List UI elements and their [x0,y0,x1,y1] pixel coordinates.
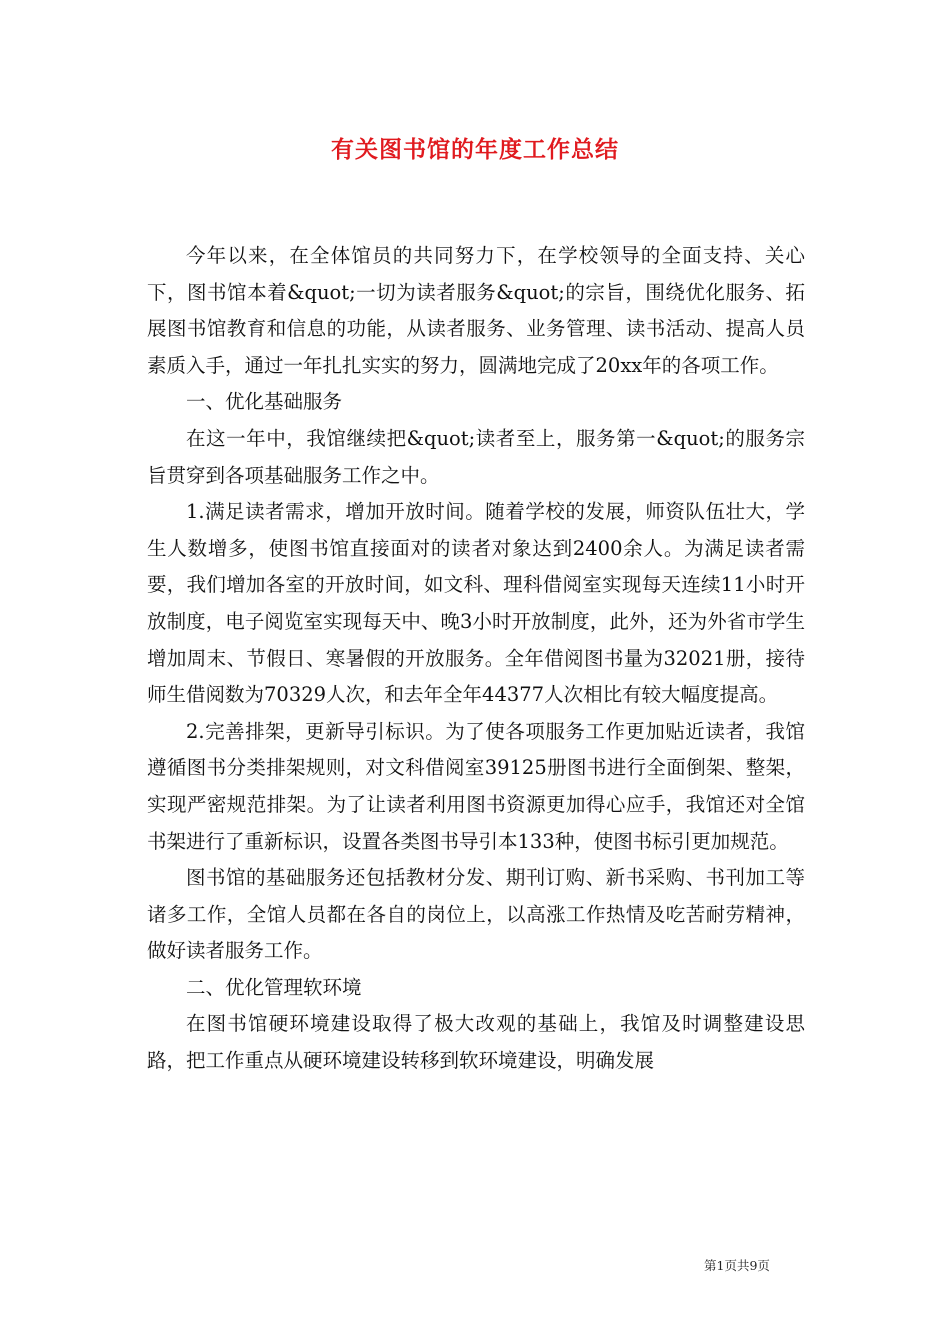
section-heading-1: 一、优化基础服务 [186,390,343,414]
paragraph-section-1-intro: 在这一年中，我馆继续把&quot;读者至上，服务第一&quot;的服务宗旨贯穿到各项基础服务工作之中。 [147,426,805,487]
paragraph-item-2: 2.完善排架，更新导引标识。为了使各项服务工作更加贴近读者，我馆遵循图书分类排架规则，对文科借阅室39125册图书进行全面倒架、整架，实现严密规范排架。为了让读者利用图书资源更加得心应手，我馆还对全馆书架进行了重新标识，设置各类图书导引本133种，使图书标引更加规范。 [147,719,805,853]
paragraph-basic-services: 图书馆的基础服务还包括教材分发、期刊订购、新书采购、书刊加工等诸多工作，全馆人员都在各自的岗位上，以高涨工作热情及吃苦耐劳精神，做好读者服务工作。 [147,866,805,963]
paragraph-intro: 今年以来，在全体馆员的共同努力下，在学校领导的全面支持、关心下，图书馆本着&quot;一切为读者服务&quot;的宗旨，围绕优化服务、拓展图书馆教育和信息的功能，从读者服务、业务管理、读书活动、提高人员素质入手，通过一年扎扎实实的努力，圆满地完成了20xx年的各项工作。 [147,244,805,377]
document-body [147,238,805,1080]
page-number-footer: 第1页共9页 [704,1258,770,1273]
paragraph-section-2-intro: 在图书馆硬环境建设取得了极大改观的基础上，我馆及时调整建设思路，把工作重点从硬环境建设转移到软环境建设，明确发展 [147,1012,805,1073]
document-title: 有关图书馆的年度工作总结 [331,136,619,163]
paragraph-item-1: 1.满足读者需求，增加开放时间。随着学校的发展，师资队伍壮大，学生人数增多，使图书馆直接面对的读者对象达到2400余人。为满足读者需要，我们增加各室的开放时间，如文科、理科借阅室实现每天连续11小时开放制度，电子阅览室实现每天中、晚3小时开放制度，此外，还为外省市学生增加周末、节假日、寒暑假的开放服务。全年借阅图书量为32021册，接待师生借阅数为70329人次，和去年全年44377人次相比有较大幅度提高。 [147,500,805,707]
section-heading-2: 二、优化管理软环境 [186,975,362,999]
